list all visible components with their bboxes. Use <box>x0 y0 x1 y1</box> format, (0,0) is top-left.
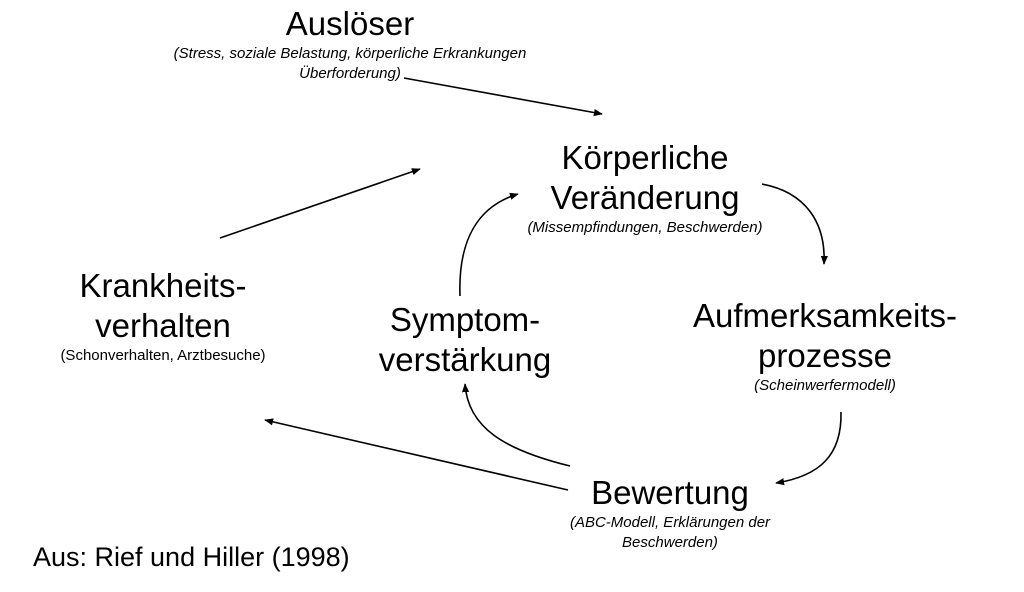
node-krankheit-title: verhalten <box>95 307 231 344</box>
node-bewertung <box>520 473 820 553</box>
node-bewertung-title: Bewertung <box>591 474 749 511</box>
node-aufmerksamkeit-title: prozesse <box>758 337 892 374</box>
node-ausloeser-title: Auslöser <box>285 5 415 42</box>
node-symptom-title: verstärkung <box>378 341 552 378</box>
node-koerper-title: Körperliche <box>561 139 729 176</box>
node-krankheit-title: Krankheits- <box>79 267 247 304</box>
node-ausloeser-detail: (Stress, soziale Belastung, körperliche Erkrankungen <box>173 45 527 62</box>
source-citation: Aus: Rief und Hiller (1998) <box>33 542 350 572</box>
node-aufmerksamkeit-title: Aufmerksamkeits- <box>692 297 958 334</box>
node-ausloeser <box>90 4 610 84</box>
node-ausloeser-detail: Überforderung) <box>299 65 401 82</box>
arrow-krankheit-to-koerper <box>220 169 420 238</box>
node-symptomverstaerkung <box>350 300 580 380</box>
node-aufmerksamkeit-detail: (Scheinwerfermodell) <box>754 377 896 394</box>
node-bewertung-detail: (ABC-Modell, Erklärungen der <box>569 514 771 531</box>
node-krankheit-detail: (Schonverhalten, Arztbesuche) <box>60 347 266 364</box>
node-koerperliche-veraenderung <box>480 138 810 238</box>
node-symptom-title: Symptom- <box>389 301 541 338</box>
node-koerper-detail: (Missempfindungen, Beschwerden) <box>527 219 763 236</box>
arrow-bewertung-to-symptom <box>465 384 570 466</box>
node-krankheitsverhalten <box>18 266 308 366</box>
node-bewertung-detail: Beschwerden) <box>622 534 718 551</box>
node-aufmerksamkeitsprozesse <box>660 296 990 396</box>
node-koerper-title: Veränderung <box>550 179 740 216</box>
